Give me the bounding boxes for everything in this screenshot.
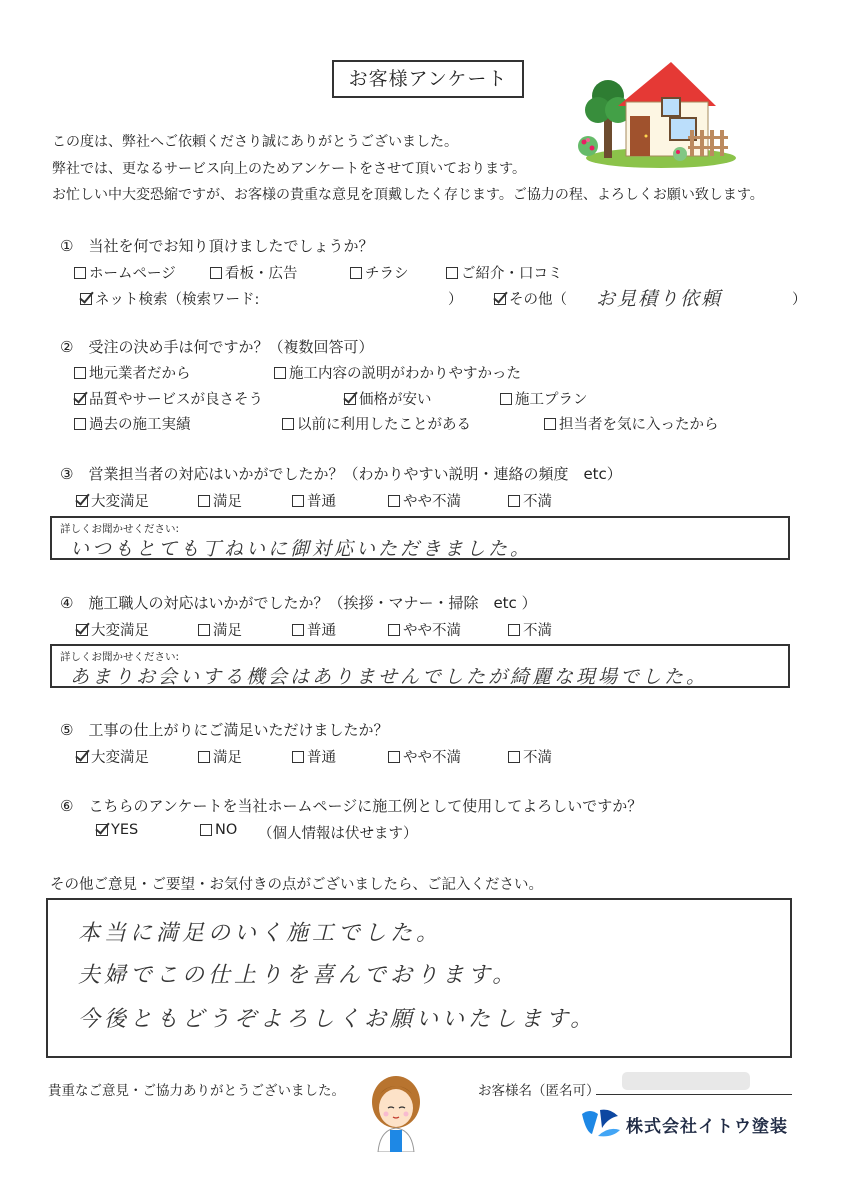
detail-label: 詳しくお聞かせください: <box>60 651 180 663</box>
customer-name-line[interactable] <box>596 1094 792 1095</box>
house-illustration <box>566 58 736 170</box>
question-1: ① 当社を何でお知り頂けましたでしょうか？ <box>60 237 374 255</box>
q6-option-no[interactable]: NO <box>200 822 237 838</box>
checkbox[interactable] <box>544 418 556 430</box>
checkbox[interactable] <box>74 418 86 430</box>
checkbox-checked[interactable] <box>494 293 506 305</box>
question-2: ② 受注の決め手は何ですか？（複数回答可） <box>60 338 374 356</box>
checkbox[interactable] <box>282 418 294 430</box>
q3-option-somewhat-dissatisfied[interactable]: やや不満 <box>388 490 461 511</box>
checkbox[interactable] <box>74 367 86 379</box>
checkbox-checked[interactable] <box>96 824 108 836</box>
q2-option-plan[interactable]: 施工プラン <box>500 388 588 409</box>
q2-option-liked-staff[interactable]: 担当者を気に入ったから <box>544 413 719 434</box>
q1-option-web-search[interactable]: ネット検索（検索ワード: <box>80 288 259 309</box>
checkbox-checked[interactable] <box>76 495 88 507</box>
company-logo-icon <box>578 1106 622 1140</box>
staff-character-illustration <box>366 1072 426 1152</box>
comment-line-1: 本当に満足のいく施工でした。 <box>78 921 443 946</box>
intro-line-3: お忙しい中大変恐縮ですが、お客様の貴重な意見を頂戴したく存じます。ご協力の程、よろしくお願い致します。 <box>52 187 764 203</box>
checkbox[interactable] <box>508 495 520 507</box>
q3-option-very-satisfied[interactable]: 大変満足 <box>76 490 149 511</box>
checkbox-checked[interactable] <box>74 393 86 405</box>
q4-option-satisfied[interactable]: 満足 <box>198 619 242 640</box>
checkbox[interactable] <box>508 624 520 636</box>
checkbox[interactable] <box>500 393 512 405</box>
checkbox[interactable] <box>446 267 458 279</box>
q3-option-neutral[interactable]: 普通 <box>292 490 336 511</box>
q3-option-satisfied[interactable]: 満足 <box>198 490 242 511</box>
comment-line-3: 今後ともどうぞよろしくお願いいたします。 <box>78 1007 597 1032</box>
detail-label: 詳しくお聞かせください: <box>60 523 180 535</box>
checkbox[interactable] <box>200 824 212 836</box>
q2-option-explanation[interactable]: 施工内容の説明がわかりやすかった <box>274 362 521 383</box>
page-title: お客様アンケート <box>332 60 524 98</box>
checkbox[interactable] <box>388 495 400 507</box>
q2-option-used-before[interactable]: 以前に利用したことがある <box>282 413 471 434</box>
q2-option-track-record[interactable]: 過去の施工実績 <box>74 413 191 434</box>
checkbox[interactable] <box>350 267 362 279</box>
checkbox[interactable] <box>198 624 210 636</box>
checkbox[interactable] <box>292 751 304 763</box>
comment-line-2: 夫婦でこの仕上りを喜んでおります。 <box>78 963 519 988</box>
q4-option-somewhat-dissatisfied[interactable]: やや不満 <box>388 619 461 640</box>
q1-option-flyer[interactable]: チラシ <box>350 262 409 283</box>
q2-option-price[interactable]: 価格が安い <box>344 388 432 409</box>
q3-detail-box[interactable] <box>50 516 790 560</box>
q4-option-neutral[interactable]: 普通 <box>292 619 336 640</box>
q3-option-dissatisfied[interactable]: 不満 <box>508 490 552 511</box>
q1-option-signboard[interactable]: 看板・広告 <box>210 262 298 283</box>
company-name: 株式会社イトウ塗装 <box>626 1117 788 1137</box>
q1-other-close-paren: ） <box>792 292 807 308</box>
question-5: ⑤ 工事の仕上がりにご満足いただけましたか？ <box>60 721 389 739</box>
q5-option-satisfied[interactable]: 満足 <box>198 746 242 767</box>
checkbox[interactable] <box>210 267 222 279</box>
q3-detail-text: いつもとても丁ねいに御対応いただきました。 <box>70 538 533 560</box>
q1-option-referral[interactable]: ご紹介・口コミ <box>446 262 563 283</box>
question-6: ⑥ こちらのアンケートを当社ホームページに施工例として使用してよろしいですか？ <box>60 797 643 815</box>
checkbox[interactable] <box>274 367 286 379</box>
checkbox[interactable] <box>74 267 86 279</box>
checkbox[interactable] <box>198 495 210 507</box>
question-4: ④ 施工職人の対応はいかがでしたか？（挨拶・マナー・掃除 etc ） <box>60 594 537 612</box>
q6-note: （個人情報は伏せます） <box>258 826 418 842</box>
intro-line-2: 弊社では、更なるサービス向上のためアンケートをさせて頂いております。 <box>52 161 527 177</box>
q4-option-very-satisfied[interactable]: 大変満足 <box>76 619 149 640</box>
blurred-customer-name <box>622 1072 750 1090</box>
thanks-text: 貴重なご意見・ご協力ありがとうございました。 <box>48 1083 345 1099</box>
q2-option-local[interactable]: 地元業者だから <box>74 362 191 383</box>
q1-other-value: お見積り依頼 <box>596 288 723 310</box>
customer-name-label: お客様名（匿名可） <box>478 1083 600 1099</box>
q4-option-dissatisfied[interactable]: 不満 <box>508 619 552 640</box>
q5-option-neutral[interactable]: 普通 <box>292 746 336 767</box>
q5-option-very-satisfied[interactable]: 大変満足 <box>76 746 149 767</box>
q5-option-somewhat-dissatisfied[interactable]: やや不満 <box>388 746 461 767</box>
q5-option-dissatisfied[interactable]: 不満 <box>508 746 552 767</box>
checkbox[interactable] <box>508 751 520 763</box>
q1-option-homepage[interactable]: ホームページ <box>74 262 176 283</box>
checkbox[interactable] <box>292 495 304 507</box>
q4-detail-box[interactable] <box>50 644 790 688</box>
checkbox-checked[interactable] <box>344 393 356 405</box>
checkbox[interactable] <box>388 751 400 763</box>
q4-detail-text: あまりお会いする機会はありませんでしたが綺麗な現場でした。 <box>70 666 709 688</box>
comments-prompt: その他ご意見・ご要望・お気付きの点がございましたら、ご記入ください。 <box>50 877 543 893</box>
checkbox[interactable] <box>388 624 400 636</box>
q2-option-quality[interactable]: 品質やサービスが良さそう <box>74 388 263 409</box>
checkbox[interactable] <box>198 751 210 763</box>
checkbox[interactable] <box>292 624 304 636</box>
question-3: ③ 営業担当者の対応はいかがでしたか？（わかりやすい説明・連絡の頻度 etc） <box>60 465 622 483</box>
intro-line-1: この度は、弊社へご依頼くださり誠にありがとうございました。 <box>52 134 458 150</box>
checkbox-checked[interactable] <box>76 751 88 763</box>
q6-option-yes[interactable]: YES <box>96 822 138 838</box>
q1-search-close-paren: ） <box>448 292 463 308</box>
q1-option-other[interactable]: その他（ <box>494 288 567 309</box>
checkbox-checked[interactable] <box>80 293 92 305</box>
comments-box[interactable] <box>46 898 792 1058</box>
checkbox-checked[interactable] <box>76 624 88 636</box>
